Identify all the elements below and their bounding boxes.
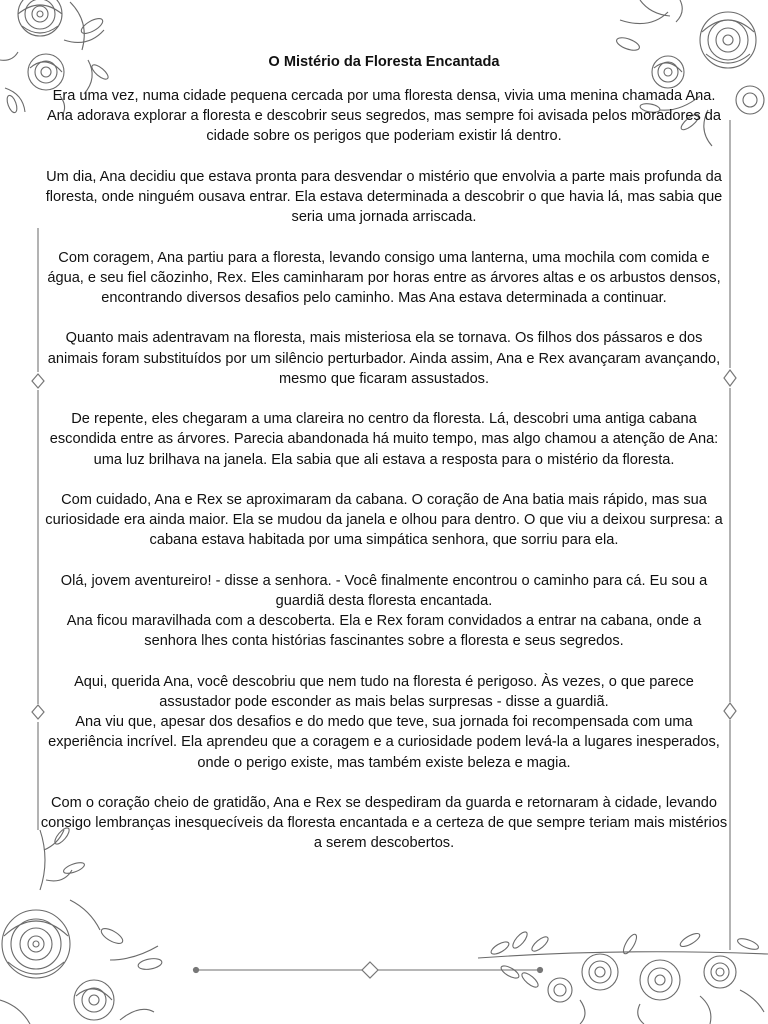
story-paragraph: Ana viu que, apesar dos desafios e do medo que teve, sua jornada foi recompensada com uma experiência incrível. Ela aprendeu que a coragem e a curiosidade podem levá-la a lugares inesperados, onde o perigo existe, mas também existe beleza e magia. [48, 714, 720, 771]
story-paragraph-group [40, 571, 728, 652]
story-paragraph: Aqui, querida Ana, você descobriu que nem tudo na floresta é perigoso. Às vezes, o que parece assustador pode esconder as mais belas surpresas - disse a guardiã. [74, 673, 694, 710]
story-title: O Mistério da Floresta Encantada [268, 54, 500, 70]
story-paragraph: Com o coração cheio de gratidão, Ana e Rex se despediram da guarda e retornaram à cidade, levando consigo lembranças inesquecíveis da floresta encantada e a certeza de que sempre teriam mais mistérios a serem descobertos. [40, 794, 728, 852]
story-document [40, 52, 728, 854]
leaf-floral-bottom-right [478, 930, 768, 1024]
story-paragraph: Olá, jovem aventureiro! - disse a senhora. - Você finalmente encontrou o caminho para cá. Eu sou a guardiã desta floresta encantada. [60, 572, 708, 609]
story-paragraph: Um dia, Ana decidiu que estava pronta para desvendar o mistério que envolvia a parte mais profunda da floresta, onde ninguém ousava entrar. Ela estava determinada a descobrir o que havia lá, mas sabia que seria uma jornada arriscada. [45, 168, 723, 226]
story-paragraph: Com cuidado, Ana e Rex se aproximaram da cabana. O coração de Ana batia mais rápido, mas sua curiosidade era ainda maior. Ela se mudou da janela e olhou para dentro. O que viu a deixou surpresa: a cabana estava habitada por uma simpática senhora, que sorriu para ela. [45, 491, 723, 549]
story-paragraph-group [40, 672, 728, 773]
story-paragraph: De repente, eles chegaram a uma clareira no centro da floresta. Lá, descobri uma antiga cabana escondida entre as árvores. Parecia abandonada há muito tempo, mas algo chamou a atenção de Ana: uma luz brilhava na janela. Ela sabia que ali estava a resposta para o mistério da floresta. [49, 411, 719, 468]
story-paragraph: Quanto mais adentravam na floresta, mais misteriosa ela se tornava. Os filhos dos pássaros e dos animais foram substituídos por um silêncio perturbador. Ainda assim, Ana e Rex avançaram avançando, mesmo que ficaram assustados. [47, 330, 721, 387]
story-paragraph: Ana ficou maravilhada com a descoberta. Ela e Rex foram convidados a entrar na cabana, onde a senhora lhes conta histórias fascinantes sobre a floresta e seus segredos. [66, 613, 702, 650]
story-paragraph: Era uma vez, numa cidade pequena cercada por uma floresta densa, vivia uma menina chamada Ana. Ana adorava explorar a floresta e descobrir seus segredos, mas sempre foi avisada pelos moradores da cidade sobre os perigos que poderiam existir lá dentro. [46, 88, 722, 145]
rose-floral-bottom-left [0, 826, 163, 1024]
story-paragraph: Com coragem, Ana partiu para a floresta, levando consigo uma lanterna, uma mochila com comida e água, e seu fiel cãozinho, Rex. Eles caminharam por horas entre as árvores altas e os arbustos densos, encontrando diversos desafios pelo caminho. Mas Ana estava determinada a continuar. [47, 249, 721, 306]
